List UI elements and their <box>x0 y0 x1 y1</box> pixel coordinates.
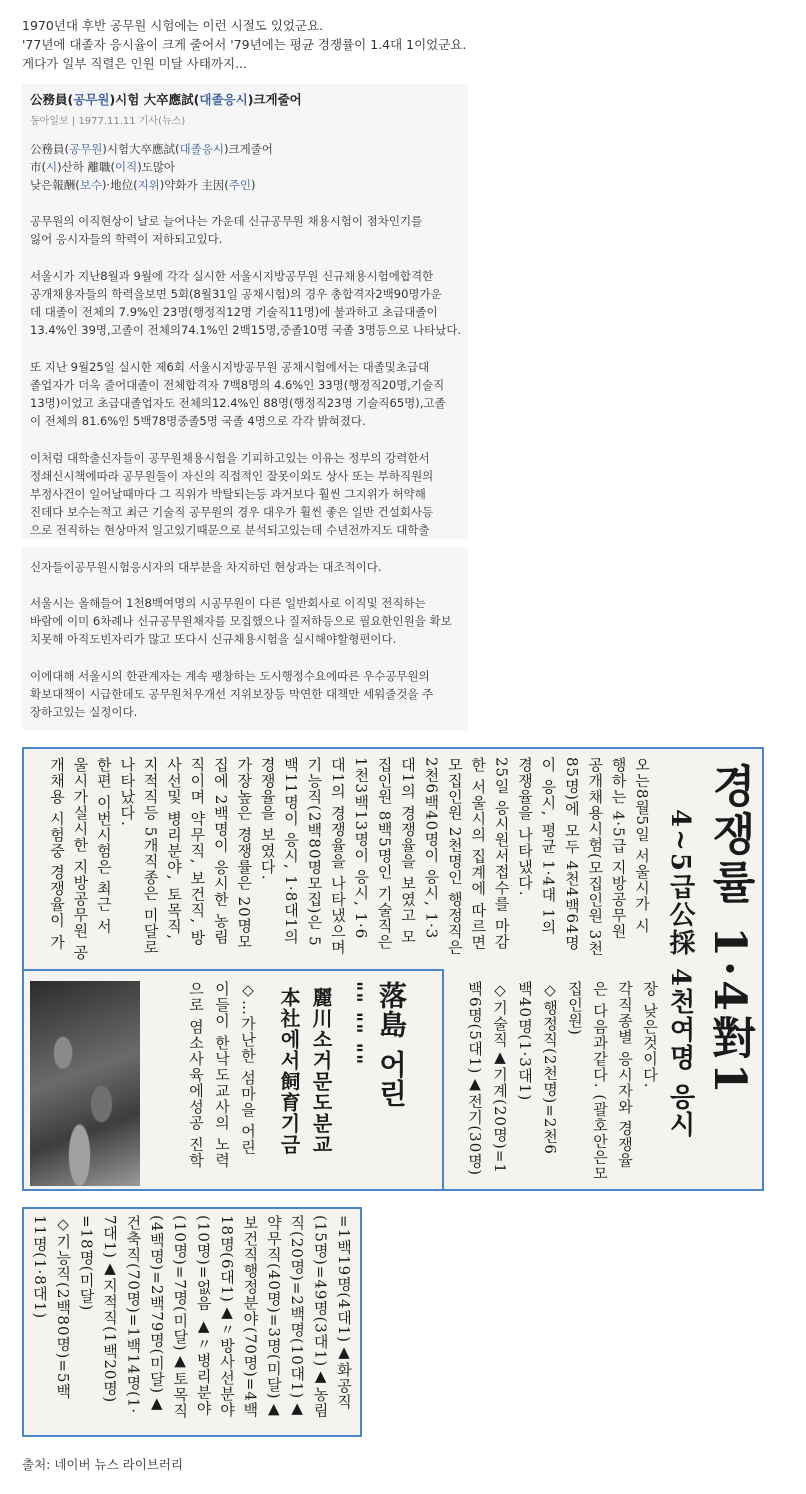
article-paragraph: 공무원의 이직현상이 날로 늘어나는 가운데 신규공무원 채용시험이 점차인기를 잃어 응시자들의 학력이 저하되고있다. <box>30 214 423 246</box>
text-column: 11명(1·8대1) <box>30 1215 49 1320</box>
text-column: 경쟁율을 보였다. <box>258 757 277 881</box>
text-column: (4백명)=2백79명(미달)▲ <box>147 1215 166 1414</box>
text-column: 가장높은 경쟁률은 20명모 <box>235 757 254 950</box>
text-column: 울시가실시한 지방공무원 공 <box>71 757 90 961</box>
source-caption: 출처: 네이버 뉴스 라이브러리 <box>22 1457 184 1472</box>
text-column: 행하는 4·5급 지방공무원 <box>609 757 628 940</box>
text-column: 보건직행정분야(70명)=4백 <box>241 1215 260 1418</box>
feature-body-column: 이들이 한낙도교사의 노력 <box>213 981 231 1169</box>
text-column: 사선및 병리분야, 토목직, <box>165 757 183 941</box>
section-gap <box>22 539 468 547</box>
article-box <box>22 84 468 730</box>
text-column: 오는8월5일 서울시가 시 <box>633 757 651 934</box>
headline-line: 市(시)산하 離職(이직)도많아 <box>30 160 176 174</box>
divider-line <box>24 969 442 971</box>
intro-line: 1970년대 후반 공무원 시험에는 이런 시절도 있었군요. <box>22 18 324 33</box>
article-headlines <box>30 140 273 194</box>
article-paragraph: 이에대해 서울시의 한관계자는 계속 팽창하는 도시행정수요에따른 우수공무원의 확보대책이 시급한데도 공무원처우개선 지위보장등 막연한 대책만 세워줄것을 주 장하고있는 실정이다. <box>30 669 434 719</box>
text-column: 이 응시, 평균 1·4대 1의 <box>539 757 558 936</box>
newspaper-clipping-continued <box>22 1207 362 1437</box>
text-column: 85명)에 모두 4천4백64명 <box>562 757 581 951</box>
text-column: 공개채용시험(모집인원 3천 <box>586 757 605 957</box>
text-column: 2천6백40명이 응시, 1·3 <box>422 757 441 940</box>
feature-subtitle: 麗川소거문도분교 <box>309 987 333 1155</box>
text-column: 모집인원 2천명인 행정직은 <box>445 757 464 956</box>
headline-line: 낮은報酬(보수)·地位(지위)약화가 主因(주인) <box>30 178 256 192</box>
headline-line: 公務員(공무원)시험大卒應試(대졸응시)크게줄어 <box>30 142 273 156</box>
feature-body-column: ◇…가난한 섬마을 어린 <box>239 981 257 1156</box>
feature-title: 落島 어린 <box>375 981 408 1108</box>
text-column: (10명)=7명(미달)▲토목직 <box>171 1215 190 1419</box>
feature-subtitle: 本社에서飼育기금 <box>277 987 301 1155</box>
text-column: 백40명(1·3대1) <box>516 981 534 1102</box>
text-column: 1천3백13명이 응시, 1·6 <box>352 757 371 940</box>
text-column: 7대1)▲지적직(1백20명) <box>101 1215 119 1404</box>
text-column: ◇기술직▲기계(20명)=1 <box>491 981 509 1174</box>
text-column: 기능직(2백80명모집)은 5 <box>305 757 324 947</box>
intro-line: 게다가 일부 직렬은 인원 미달 사태까지... <box>22 56 247 71</box>
text-column: 은 다음과같다. (괄호안은모 <box>591 981 609 1182</box>
text-column: 집인원) <box>566 981 584 1036</box>
intro-text <box>22 16 466 73</box>
divider-line <box>442 969 444 1189</box>
text-column: 대1의 경쟁율을 보였고 모 <box>399 757 417 945</box>
text-column: =18명(미달) <box>77 1215 96 1312</box>
article-title[interactable]: 公務員(공무원)시험 大卒應試(대졸응시)크게줄어 <box>30 92 302 107</box>
text-column: 직이며 약무직, 보건직, 방 <box>188 757 207 946</box>
feature-body-column: 으로 염소사육에성공 진학 <box>187 981 205 1169</box>
text-column: 25일 응시원서접수를 마감 <box>492 757 511 950</box>
article-paragraph: 서울시는 올해들어 1천8백여명의 시공무원이 다른 일반회사로 이직및 전직하는 바람에 이미 6차례나 신규공무원채자를 모집했으나 질저하등으로 필요한인원을 확보 치못해 아직도빈자리가 많고 또다시 신규채용시험을 실시해야할형편이다. <box>30 596 452 646</box>
clipping-headline: 경쟁률 1·4對1 <box>704 763 755 1098</box>
intro-line: '77년에 대졸자 응시율이 크게 줄어서 '79년에는 평균 경쟁률이 1.4대 1이었군요. <box>22 37 467 52</box>
article-paragraph: 서울시가 지난8월과 9월에 각각 실시한 서울시지방공무원 신규채용시험에합격한 공개채용자들의 학력을보면 5회(8월31일 공채시험)의 경우 총합격자2백90명가운 데 대졸이 전체의 7.9%인 23명(행정직12명 기술직11명)에 불과하고 초급대졸이 13.4%인 39명,고졸이 전체의74.1%인 2백15명,중졸10명 국졸 3명등으로 나타났다. <box>30 269 462 337</box>
article-paragraph: 이처럼 대학출신자들이 공무원채용시험을 기피하고있는 이유는 정부의 강력한서 정쇄신시책에따라 공무원들이 자신의 직접적인 잘못이외도 상사 또는 부하직원의 부정사건이 일어날때마다 그 직위가 박탈되는등 과거보다 훨씬 그지위가 허약해 진데다 보수는적고 최근 기술직 공무원의 경우 대우가 훨씬 좋은 일반 건설회사등 으로 전직하는 현상마저 일고있기때문으로 분석되고있는데 수년전까지도 대학출 <box>30 451 434 537</box>
text-column: 대1의 경쟁율을 나타냈으며 <box>328 757 347 956</box>
newspaper-clipping-main <box>22 747 764 1191</box>
text-column: 개채용 시험중 경쟁율이 가 <box>48 757 66 951</box>
text-column: 건축직(70명)=1백14명(1· <box>124 1215 143 1415</box>
feature-title-marks: "" "" "" <box>343 981 367 1066</box>
text-column: 나타났다. <box>118 757 137 827</box>
text-column: 한편 이번시험은 최근 서 <box>94 757 113 935</box>
text-column: (10명)=없음 ▲〃병리분야 <box>194 1215 213 1417</box>
text-column: =1백19명(4대1)▲화공직 <box>335 1215 353 1410</box>
clipping-subhead: 4~5급公採 4천여명 응시 <box>665 809 695 1140</box>
text-column: ◇기능직(2백80명)=5백 <box>54 1215 73 1400</box>
text-column: 장 낮은것이다. <box>641 981 659 1089</box>
text-column: 지적직등 5개직종은 미달로 <box>141 757 160 956</box>
text-column: 각직종별 응시자와 경쟁율 <box>616 981 634 1169</box>
text-column: 집인원 8백5명인 기술직은 <box>375 757 394 950</box>
text-column: ◇행정직(2천명)=2천6 <box>541 981 559 1155</box>
text-column: (15명)=49명(3대1)▲농림 <box>311 1215 330 1419</box>
newspaper-photo <box>30 981 140 1186</box>
text-column: 한 서울시의 집계에 따르면 <box>469 757 488 951</box>
article-paragraph: 또 지난 9월25일 실시한 제6회 서울시지방공무원 공채시험에서는 대졸및초급대 졸업자가 더욱 줄어대졸이 전체합격자 7백8명의 4.6%인 33명(행정직20명,기술직 13명)이었고 초급대졸업자도 전체의12.4%인 88명(행정직23명 기술직65명),고졸 이 전체의 81.6%인 5백78명중졸5명 국졸 4명으로 각각 밝혀졌다. <box>30 360 446 428</box>
text-column: 약무직(40명)=3명(미달)▲ <box>264 1215 283 1419</box>
text-column: 백11명이 응시, 1·8대1의 <box>282 757 300 945</box>
article-meta: 동아일보 | 1977.11.11 기사(뉴스) <box>30 116 186 127</box>
article-paragraph: 신자들이공무원시험응시자의 대부분을 차지하던 현상과는 대조적이다. <box>30 560 382 574</box>
text-column: 백6명(5대1)▲전기(30명) <box>466 981 484 1177</box>
text-column: 직(20명)=2백명(10대1)▲ <box>288 1215 307 1419</box>
text-column: 경쟁율을 나타냈다. <box>516 757 534 897</box>
text-column: 18명(6대1)▲〃방사선분야 <box>218 1215 236 1418</box>
text-column: 집에 2백명이 응시한 농림 <box>211 757 230 945</box>
